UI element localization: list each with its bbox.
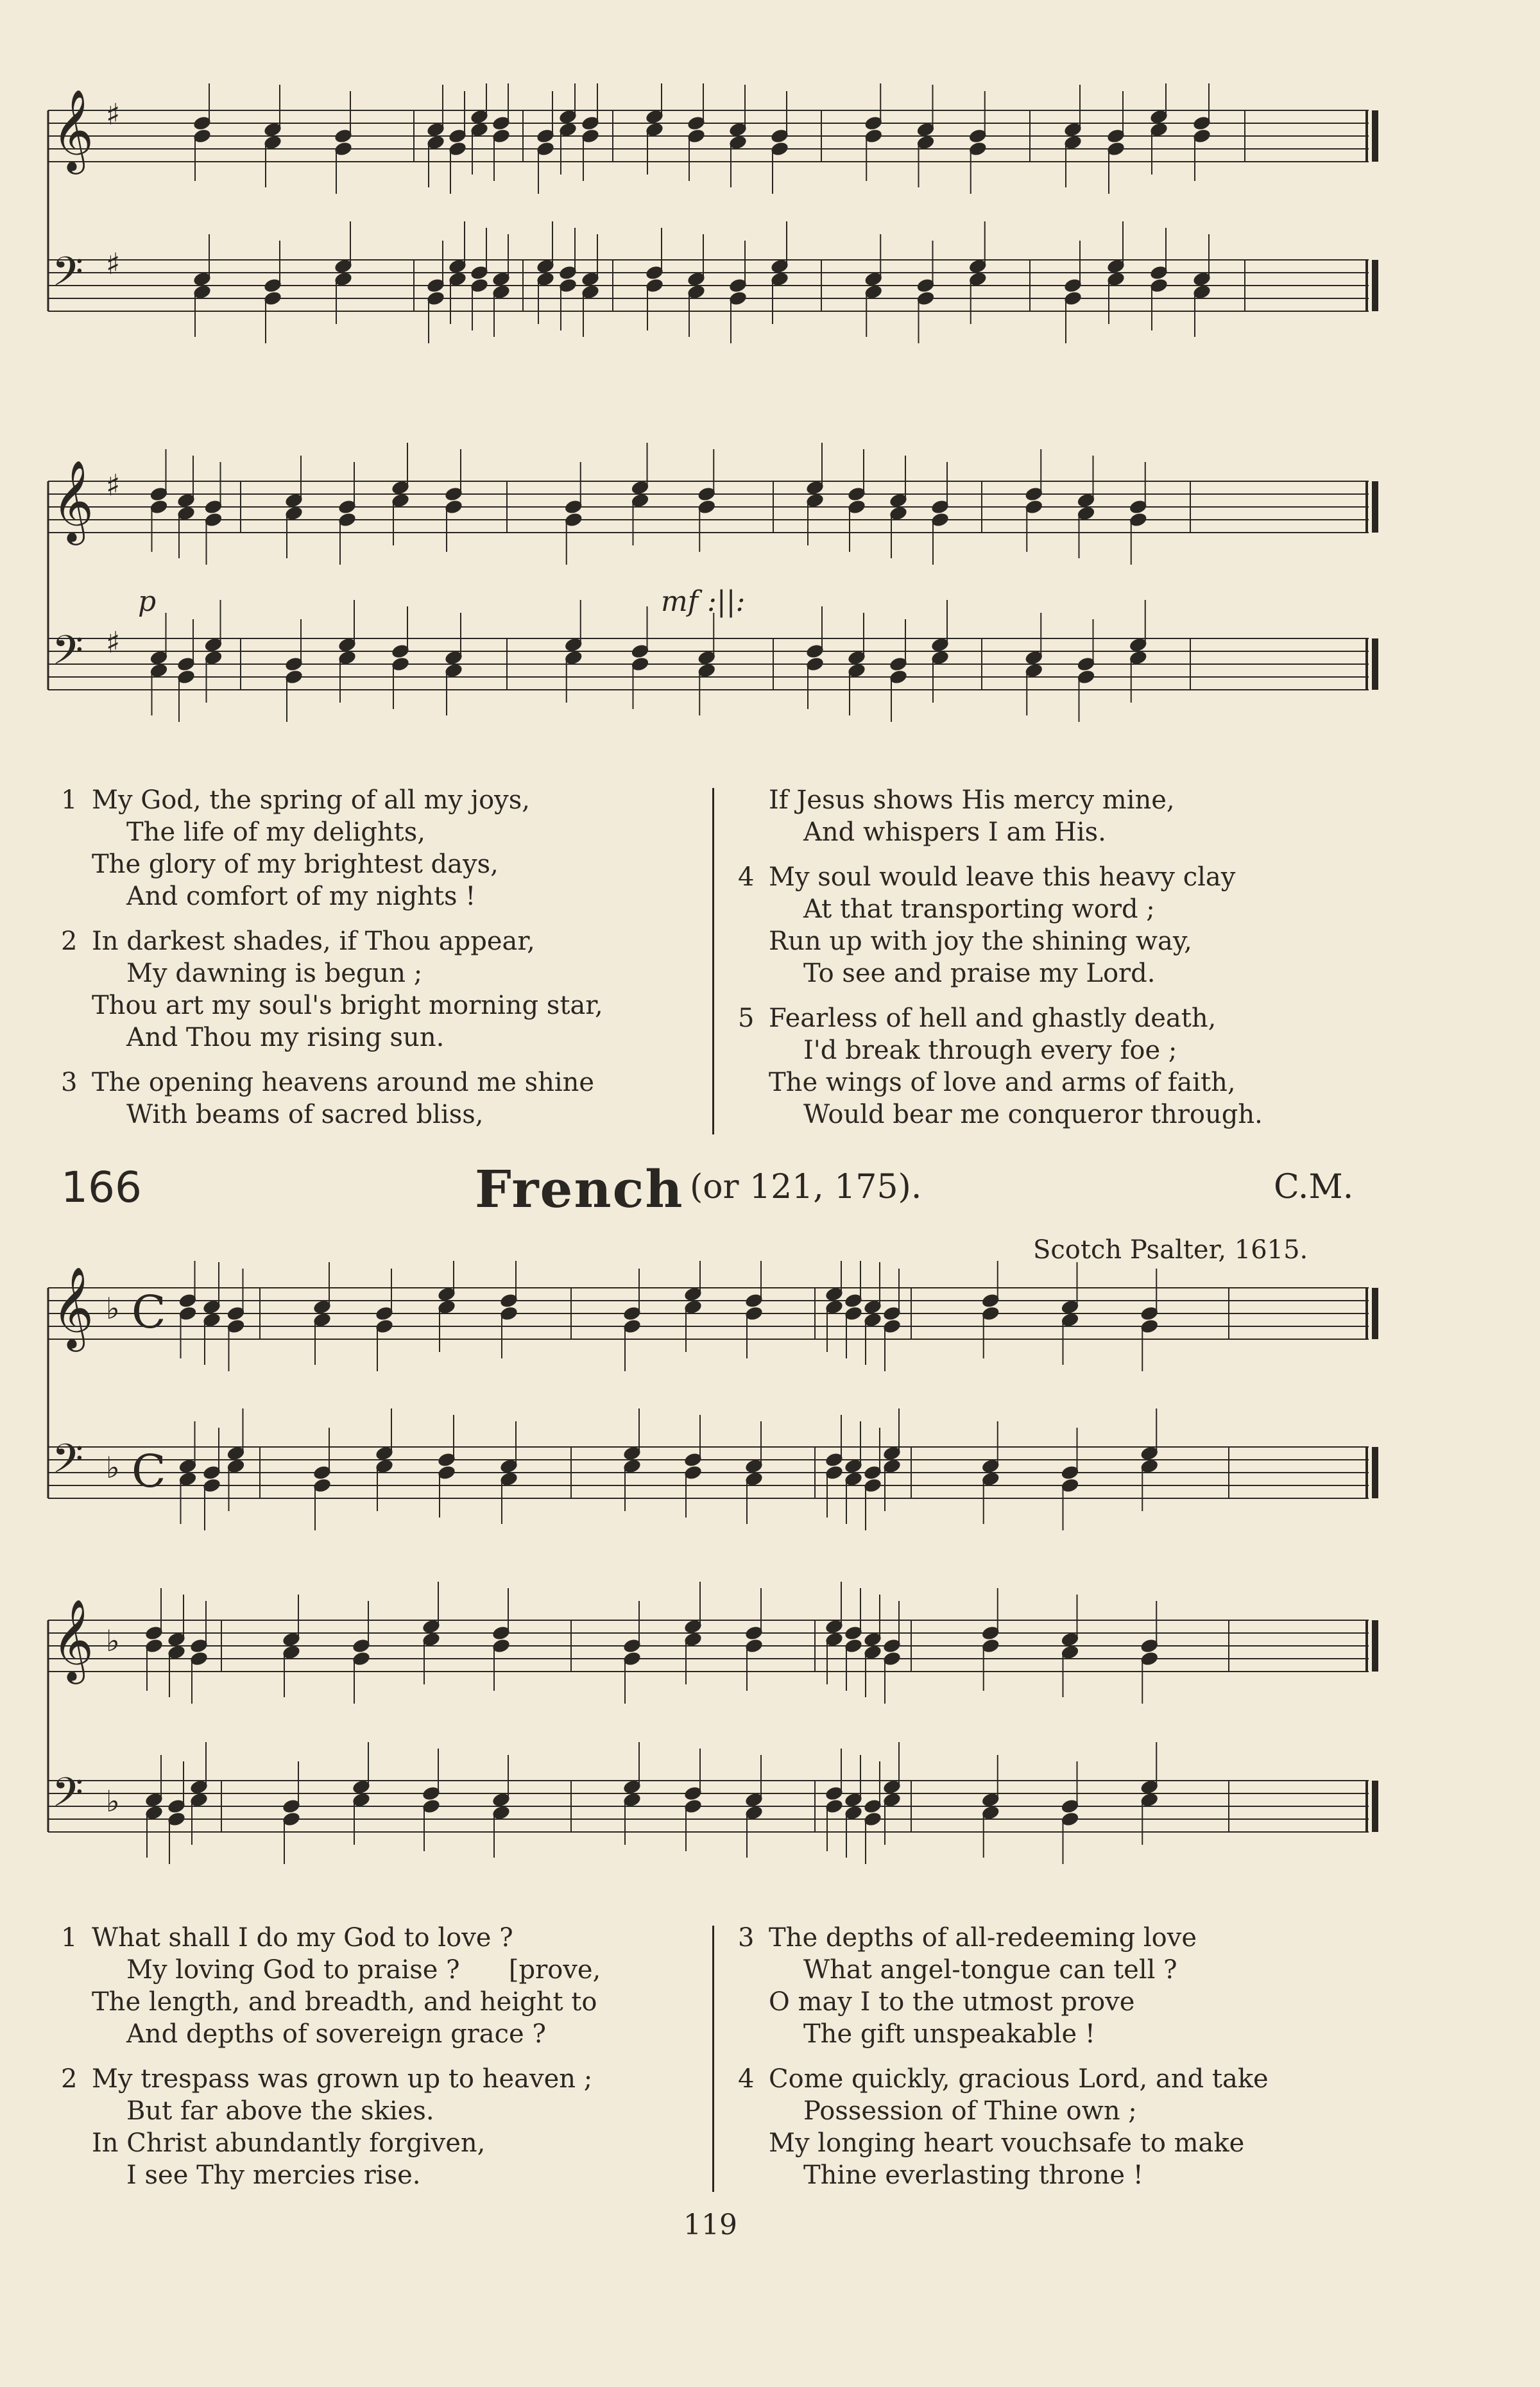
verse-line: My trespass was grown up to heaven ; bbox=[92, 2064, 593, 2094]
final-barline bbox=[1372, 260, 1378, 311]
bass-clef-icon: 𝄢 bbox=[52, 248, 83, 305]
verse-line: Come quickly, gracious Lord, and take bbox=[769, 2064, 1269, 2094]
verse-line: Thine everlasting throne ! bbox=[803, 2160, 1143, 2190]
verse-line: My longing heart vouchsafe to make bbox=[769, 2128, 1245, 2158]
verse-number: 2 bbox=[61, 2064, 78, 2094]
bass-clef-icon: 𝄢 bbox=[52, 1435, 83, 1492]
verse-line: I see Thy mercies rise. bbox=[126, 2160, 421, 2190]
verse-line: The gift unspeakable ! bbox=[803, 2019, 1095, 2049]
verse-column-left bbox=[61, 784, 703, 1143]
final-barline bbox=[1372, 1447, 1378, 1498]
verse-1 bbox=[61, 1922, 703, 2050]
common-time-icon: C bbox=[132, 1286, 166, 1339]
verse-line: In Christ abundantly forgiven, bbox=[92, 2128, 486, 2158]
column-divider bbox=[712, 788, 714, 1134]
verse-line: Fearless of hell and ghastly death, bbox=[769, 1004, 1217, 1033]
common-time-icon: C bbox=[132, 1445, 166, 1498]
verse-line: What angel-tongue can tell ? bbox=[803, 1955, 1177, 1985]
page-number: 119 bbox=[683, 2209, 737, 2241]
sharp-icon: ♯ bbox=[106, 625, 121, 660]
bass-clef-icon: 𝄢 bbox=[52, 1768, 83, 1826]
verse-line: My soul would leave this heavy clay bbox=[769, 862, 1236, 892]
treble-clef-icon: 𝄞 bbox=[52, 459, 94, 542]
tune-name: French bbox=[475, 1159, 684, 1219]
verse-3-continued bbox=[738, 784, 1418, 848]
bass-staff bbox=[48, 1768, 1378, 1832]
final-barline bbox=[1372, 638, 1378, 690]
verse-4 bbox=[738, 861, 1418, 989]
treble-staff bbox=[48, 1598, 1378, 1684]
tune-source: Scotch Psalter, 1615. bbox=[1033, 1235, 1308, 1265]
dynamic-mf: mf :||: bbox=[661, 585, 746, 618]
verse-line: The wings of love and arms of faith, bbox=[769, 1068, 1236, 1097]
verse-line: If Jesus shows His mercy mine, bbox=[769, 785, 1175, 815]
verse-line: In darkest shades, if Thou appear, bbox=[92, 927, 535, 956]
treble-clef-icon: 𝄞 bbox=[52, 1266, 94, 1348]
bass-staff bbox=[48, 246, 1378, 311]
verse-line: Possession of Thine own ; bbox=[803, 2096, 1137, 2126]
verse-number: 1 bbox=[61, 1923, 78, 1953]
verse-line: And comfort of my nights ! bbox=[126, 882, 476, 911]
treble-staff bbox=[48, 1266, 1378, 1352]
verse-line: And depths of sovereign grace ? bbox=[126, 2019, 546, 2049]
bass-clef-icon: 𝄢 bbox=[52, 626, 83, 683]
verse-line: My God, the spring of all my joys, bbox=[92, 785, 531, 815]
verse-line: My dawning is begun ; bbox=[126, 959, 423, 988]
flat-icon: ♭ bbox=[106, 1784, 120, 1818]
verse-4 bbox=[738, 2063, 1418, 2191]
hymn-166-verses bbox=[61, 1922, 1383, 2198]
final-barline bbox=[1372, 481, 1378, 533]
flat-icon: ♭ bbox=[106, 1291, 120, 1326]
verse-line: O may I to the utmost prove bbox=[769, 1987, 1135, 2017]
verse-line: I'd break through every foe ; bbox=[803, 1036, 1177, 1065]
hymn-166-header bbox=[0, 1159, 1540, 1220]
verse-line: And whispers I am His. bbox=[803, 817, 1106, 847]
verse-line: Thou art my soul's bright morning star, bbox=[92, 991, 603, 1020]
verse-line: The life of my delights, bbox=[126, 817, 425, 847]
final-barline bbox=[1372, 110, 1378, 162]
verse-number: 1 bbox=[61, 785, 78, 815]
tune-alternatives: (or 121, 175). bbox=[690, 1168, 922, 1206]
verse-number: 2 bbox=[61, 927, 78, 956]
dynamic-p: p bbox=[138, 585, 157, 618]
verse-number: 4 bbox=[738, 2064, 755, 2094]
verse-number: 3 bbox=[738, 1923, 755, 1953]
verse-5 bbox=[738, 1002, 1418, 1131]
verse-line: The length, and breadth, and height to bbox=[92, 1987, 597, 2017]
score-svg-3 bbox=[35, 1261, 1396, 1543]
treble-clef-icon: 𝄞 bbox=[52, 1598, 94, 1681]
sharp-icon: ♯ bbox=[106, 468, 121, 502]
sharp-icon: ♯ bbox=[106, 97, 121, 132]
verse-line: Would bear me conqueror through. bbox=[803, 1100, 1263, 1129]
hymn-165-verses bbox=[61, 784, 1383, 1143]
verse-line: Run up with joy the shining way, bbox=[769, 927, 1192, 956]
verse-2 bbox=[61, 925, 703, 1054]
verse-line: But far above the skies. bbox=[126, 2096, 434, 2126]
verse-number: 5 bbox=[738, 1004, 755, 1033]
verse-line: To see and praise my Lord. bbox=[803, 959, 1156, 988]
verse-column-right bbox=[738, 784, 1418, 1143]
verse-3 bbox=[738, 1922, 1418, 2050]
verse-3 bbox=[61, 1066, 703, 1131]
verse-column-left bbox=[61, 1922, 703, 2204]
verse-line: At that transporting word ; bbox=[803, 894, 1155, 924]
verse-1 bbox=[61, 784, 703, 912]
verse-column-right bbox=[738, 1922, 1418, 2204]
final-barline bbox=[1372, 1288, 1378, 1339]
verse-line: The glory of my brightest days, bbox=[92, 850, 499, 879]
bass-staff bbox=[48, 1435, 1378, 1498]
verse-line: What shall I do my God to love ? bbox=[92, 1923, 513, 1953]
verse-line: And Thou my rising sun. bbox=[126, 1023, 445, 1052]
treble-clef-icon: 𝄞 bbox=[52, 89, 94, 171]
music-system-1 bbox=[35, 83, 1396, 417]
verse-2 bbox=[61, 2063, 703, 2191]
treble-staff bbox=[48, 89, 1378, 175]
sharp-icon: ♯ bbox=[106, 246, 121, 281]
verse-number: 3 bbox=[61, 1068, 78, 1097]
music-system-4 bbox=[35, 1572, 1396, 1906]
verse-line: The depths of all-redeeming love bbox=[769, 1923, 1197, 1953]
flat-icon: ♭ bbox=[106, 1450, 120, 1485]
score-svg-4 bbox=[35, 1572, 1396, 1906]
meter: C.M. bbox=[1274, 1168, 1354, 1206]
flat-icon: ♭ bbox=[106, 1623, 120, 1658]
verse-line: With beams of sacred bliss, bbox=[126, 1100, 484, 1129]
hymn-number: 166 bbox=[61, 1163, 142, 1212]
verse-number: 4 bbox=[738, 862, 755, 892]
verse-line: My loving God to praise ? [prove, bbox=[126, 1955, 601, 1985]
final-barline bbox=[1372, 1781, 1378, 1832]
music-system-3 bbox=[35, 1261, 1396, 1543]
column-divider bbox=[712, 1926, 714, 2192]
verse-line: The opening heavens around me shine bbox=[92, 1068, 595, 1097]
final-barline bbox=[1372, 1620, 1378, 1672]
score-svg-1 bbox=[35, 83, 1396, 417]
